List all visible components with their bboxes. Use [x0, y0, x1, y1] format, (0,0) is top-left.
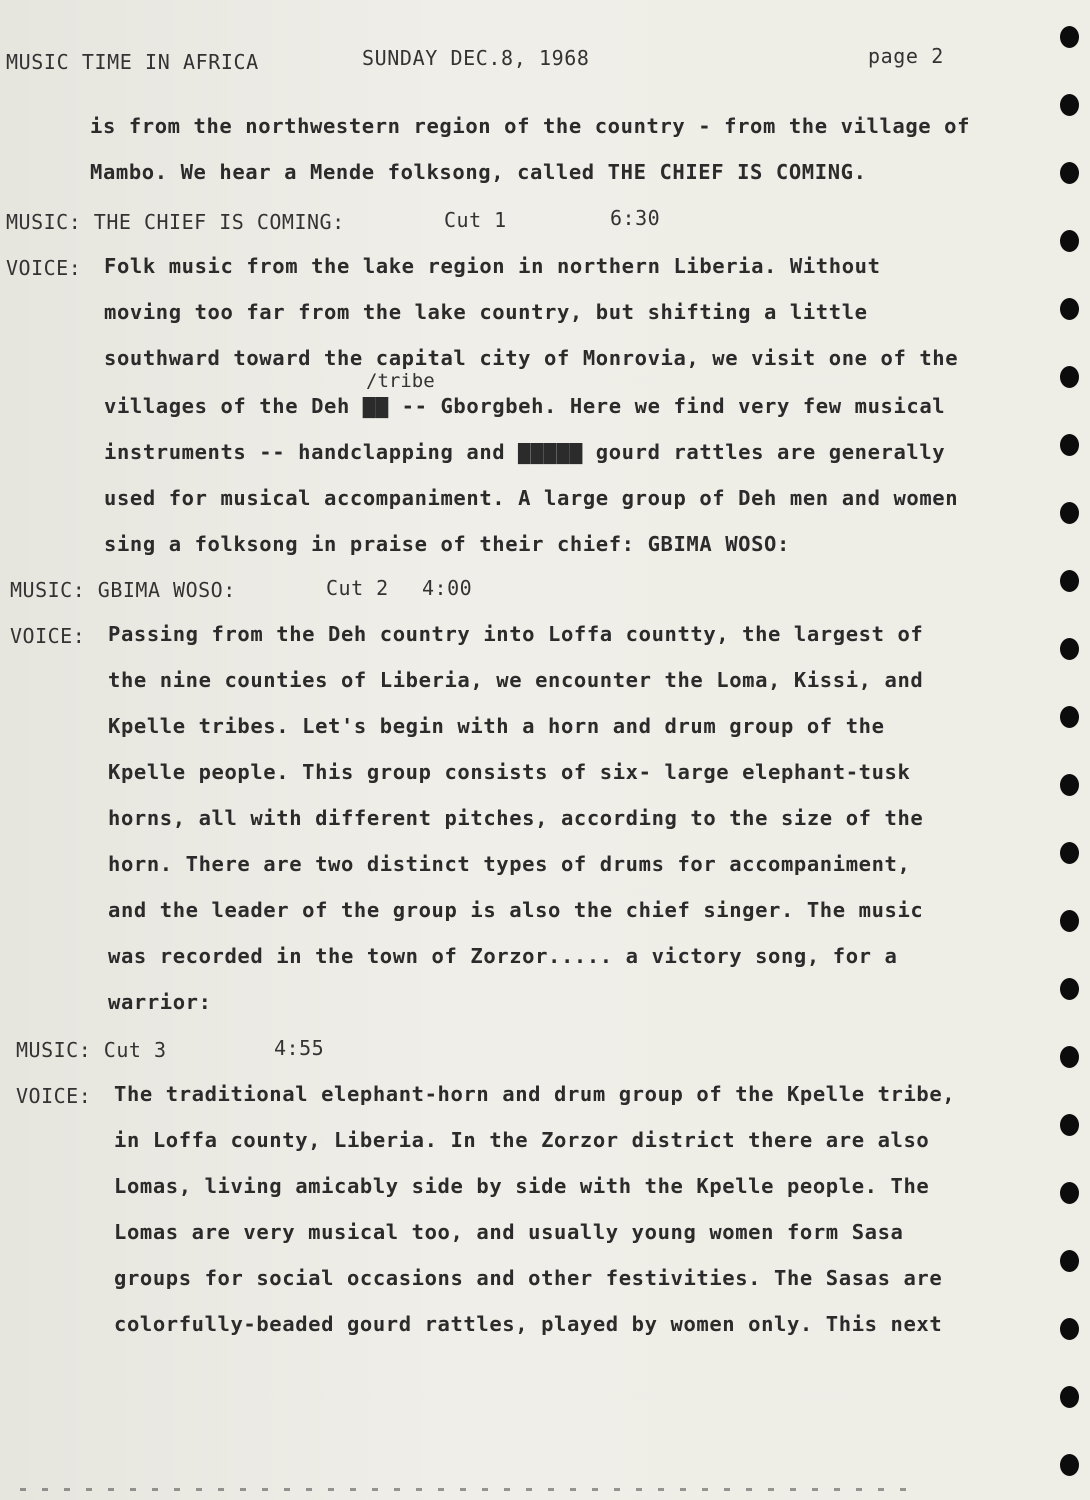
- cut-number: Cut 1: [444, 208, 507, 232]
- cut-duration: 4:55: [274, 1036, 325, 1060]
- text-line: colorfully-beaded gourd rattles, played by women only. This next: [114, 1312, 943, 1336]
- bottom-edge-marks: [20, 1488, 920, 1491]
- handwritten-insertion: /tribe: [366, 370, 435, 392]
- page-number: page 2: [868, 44, 944, 68]
- music-cue-label: MUSIC: GBIMA WOSO:: [10, 578, 236, 602]
- binder-hole: [1060, 570, 1079, 592]
- binder-hole: [1060, 1318, 1079, 1340]
- text-line: warrior:: [108, 990, 212, 1014]
- binder-hole: [1060, 94, 1079, 116]
- binder-hole: [1060, 1250, 1079, 1272]
- text-line: horn. There are two distinct types of drums for accompaniment,: [108, 852, 911, 876]
- text-line: sing a folksong in praise of their chief: GBIMA WOSO:: [104, 532, 790, 556]
- binder-hole: [1060, 1454, 1079, 1476]
- broadcast-date: SUNDAY DEC.8, 1968: [362, 46, 590, 70]
- binder-hole: [1060, 1114, 1079, 1136]
- text-line: southward toward the capital city of Monrovia, we visit one of the: [104, 346, 959, 370]
- binder-hole: [1060, 978, 1079, 1000]
- binder-hole: [1060, 298, 1079, 320]
- text-line: groups for social occasions and other festivities. The Sasas are: [114, 1266, 943, 1290]
- text-line: and the leader of the group is also the chief singer. The music: [108, 898, 924, 922]
- text-line: instruments -- handclapping and ▇▇▇▇▇ gourd rattles are generally: [104, 440, 946, 464]
- text-line: villages of the Deh ▇▇ -- Gborgbeh. Here we find very few musical: [104, 394, 946, 418]
- binder-hole: [1060, 638, 1079, 660]
- voice-label: VOICE:: [16, 1084, 92, 1108]
- text-line: the nine counties of Liberia, we encounter the Loma, Kissi, and: [108, 668, 924, 692]
- text-line: Mambo. We hear a Mende folksong, called THE CHIEF IS COMING.: [90, 160, 867, 184]
- cut-duration: 4:00: [422, 576, 473, 600]
- binder-hole: [1060, 774, 1079, 796]
- text-line: was recorded in the town of Zorzor..... a victory song, for a: [108, 944, 898, 968]
- music-cue-label: MUSIC: THE CHIEF IS COMING:: [6, 210, 345, 234]
- binder-hole: [1060, 842, 1079, 864]
- text-line: used for musical accompaniment. A large group of Deh men and women: [104, 486, 959, 510]
- text-line: Lomas, living amicably side by side with the Kpelle people. The: [114, 1174, 930, 1198]
- cut-number: Cut 2: [326, 576, 389, 600]
- program-title: MUSIC TIME IN AFRICA: [6, 50, 259, 74]
- text-line: Kpelle people. This group consists of six- large elephant-tusk: [108, 760, 911, 784]
- binder-hole: [1060, 910, 1079, 932]
- text-line: Lomas are very musical too, and usually young women form Sasa: [114, 1220, 904, 1244]
- binder-hole: [1060, 1046, 1079, 1068]
- text-line: is from the northwestern region of the country - from the village of: [90, 114, 971, 138]
- binder-hole: [1060, 230, 1079, 252]
- binder-hole: [1060, 434, 1079, 456]
- text-line: Kpelle tribes. Let's begin with a horn and drum group of the: [108, 714, 885, 738]
- cut-duration: 6:30: [610, 206, 661, 230]
- binder-hole: [1060, 1386, 1079, 1408]
- text-line: in Loffa county, Liberia. In the Zorzor district there are also: [114, 1128, 930, 1152]
- binder-hole: [1060, 502, 1079, 524]
- binder-hole: [1060, 366, 1079, 388]
- voice-label: VOICE:: [10, 624, 86, 648]
- voice-label: VOICE:: [6, 256, 82, 280]
- binder-hole: [1060, 162, 1079, 184]
- text-line: Passing from the Deh country into Loffa countty, the largest of: [108, 622, 924, 646]
- text-line: Folk music from the lake region in northern Liberia. Without: [104, 254, 881, 278]
- binder-holes: [1050, 0, 1090, 1500]
- binder-hole: [1060, 1182, 1079, 1204]
- music-cue-label: MUSIC: Cut 3: [16, 1038, 167, 1062]
- text-line: moving too far from the lake country, but shifting a little: [104, 300, 868, 324]
- binder-hole: [1060, 706, 1079, 728]
- text-line: The traditional elephant-horn and drum group of the Kpelle tribe,: [114, 1082, 956, 1106]
- text-line: horns, all with different pitches, according to the size of the: [108, 806, 924, 830]
- binder-hole: [1060, 26, 1079, 48]
